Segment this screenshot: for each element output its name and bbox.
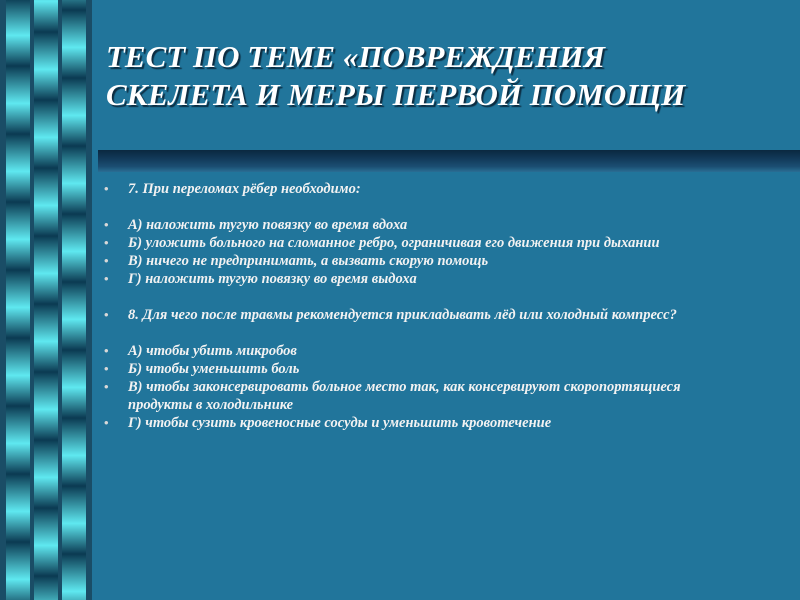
bullet-icon: • — [104, 217, 109, 232]
question-8-option-d — [102, 414, 742, 432]
question-7 — [102, 180, 742, 198]
option-text: А) чтобы убить микробов — [128, 343, 297, 359]
question-7-option-c — [102, 252, 742, 270]
question-7-option-a — [102, 216, 742, 234]
slide-content — [102, 180, 742, 432]
bullet-icon: • — [104, 361, 109, 376]
option-text: В) ничего не предпринимать, а вызвать скорую помощь — [128, 253, 489, 269]
bullet-icon: • — [104, 235, 109, 250]
question-8-option-c — [102, 378, 742, 414]
option-text: Б) чтобы уменьшить боль — [128, 361, 300, 377]
bullet-icon: • — [104, 415, 109, 430]
question-8-option-b — [102, 360, 742, 378]
slide-title-line-1: ТЕСТ ПО ТЕМЕ «ПОВРЕЖДЕНИЯ — [106, 39, 606, 74]
option-text: В) чтобы законсервировать больное место так, как консервируют скоропортящиеся продукты в холодильнике — [128, 379, 681, 413]
option-text: Б) уложить больного на сломанное ребро, ограничивая его движения при дыхании — [128, 235, 660, 251]
bullet-icon: • — [104, 343, 109, 358]
decorative-strips — [0, 0, 92, 600]
bullet-icon: • — [104, 271, 109, 286]
question-7-option-d — [102, 270, 742, 288]
decorative-strip — [62, 0, 86, 600]
bullet-icon: • — [104, 181, 109, 196]
bullet-icon: • — [104, 379, 109, 394]
question-8 — [102, 306, 742, 324]
title-divider — [98, 150, 800, 172]
option-text: А) наложить тугую повязку во время вдоха — [128, 217, 408, 233]
question-7-option-b — [102, 234, 742, 252]
slide-title — [106, 38, 786, 114]
option-text: Г) чтобы сузить кровеносные сосуды и уменьшить кровотечение — [128, 415, 552, 431]
bullet-icon: • — [104, 307, 109, 322]
question-8-text: 8. Для чего после травмы рекомендуется прикладывать лёд или холодный компресс? — [128, 307, 677, 323]
option-text: Г) наложить тугую повязку во время выдоха — [128, 271, 417, 287]
decorative-strip — [34, 0, 58, 600]
question-8-option-a — [102, 342, 742, 360]
decorative-strip — [6, 0, 30, 600]
bullet-icon: • — [104, 253, 109, 268]
slide-title-line-2: СКЕЛЕТА И МЕРЫ ПЕРВОЙ ПОМОЩИ — [106, 77, 686, 112]
question-7-text: 7. При переломах рёбер необходимо: — [128, 181, 361, 197]
